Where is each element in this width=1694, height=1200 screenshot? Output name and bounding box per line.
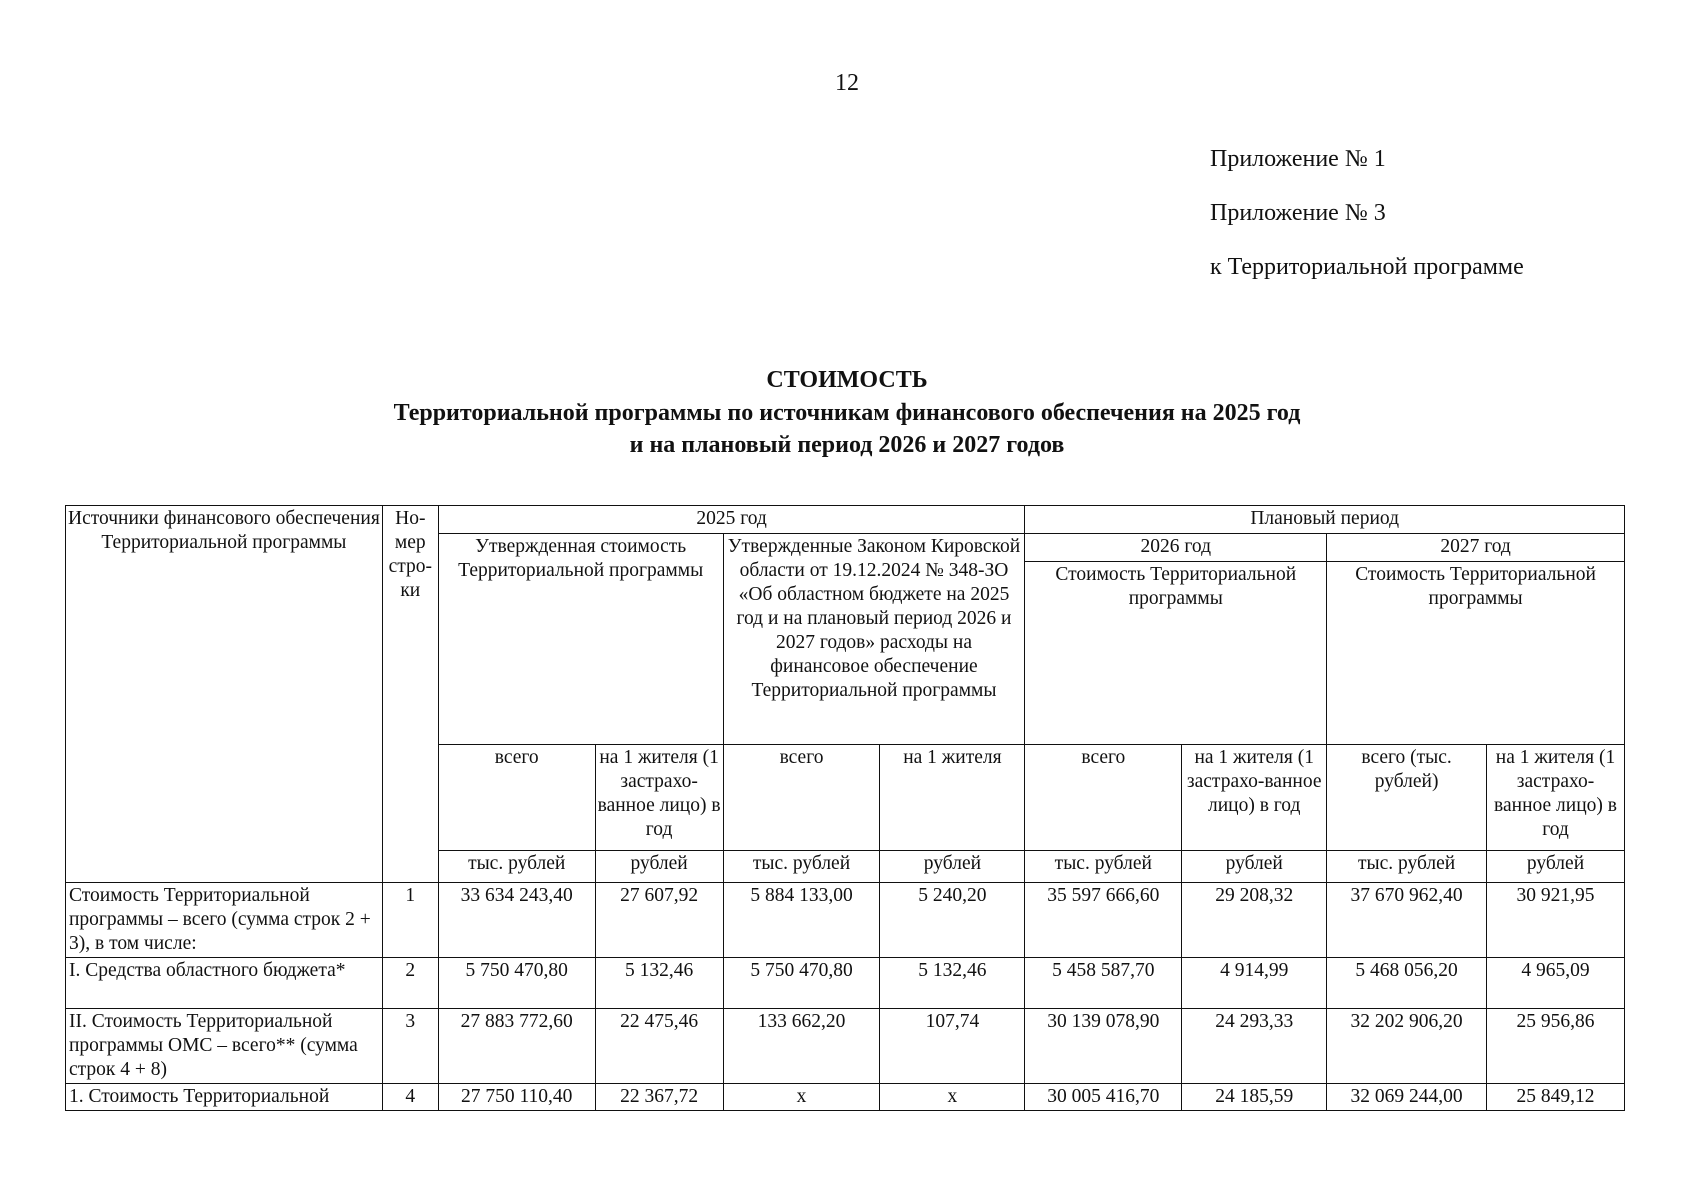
unit-thousand: тыс. рублей: [723, 851, 880, 883]
unit-rub: рублей: [880, 851, 1025, 883]
header-plan-period: Плановый период: [1025, 506, 1625, 534]
header-year-2027: 2027 год: [1327, 534, 1625, 562]
cell-law-total: 5 884 133,00: [723, 883, 880, 958]
cell-per-resident-2026: 24 293,33: [1182, 1009, 1327, 1084]
row-number: 3: [382, 1009, 438, 1084]
document-subtitle-2: и на плановый период 2026 и 2027 годов: [629, 432, 1065, 458]
header-per-resident-insured: на 1 жителя (1 застрахо-ванное лицо) в год: [1182, 745, 1327, 851]
cell-total-2025: 27 750 110,40: [438, 1084, 595, 1111]
cell-per-resident-2027: 25 956,86: [1487, 1009, 1625, 1084]
header-total: всего: [723, 745, 880, 851]
header-approved-cost: Утвержденная стоимость Территориальной программы: [438, 534, 723, 745]
header-per-resident-insured: на 1 жителя (1 застрахо-ванное лицо) в год: [1487, 745, 1625, 851]
document-title: СТОИМОСТЬ: [766, 367, 928, 393]
cell-total-2025: 33 634 243,40: [438, 883, 595, 958]
cell-per-resident-2027: 4 965,09: [1487, 958, 1625, 1009]
cell-total-2025: 27 883 772,60: [438, 1009, 595, 1084]
document-subtitle-1: Территориальной программы по источникам финансового обеспечения на 2025 год: [393, 400, 1301, 426]
cell-total-2026: 30 005 416,70: [1025, 1084, 1182, 1111]
cell-total-2027: 5 468 056,20: [1327, 958, 1487, 1009]
appendix-line-3: к Территориальной программе: [1210, 254, 1524, 280]
header-per-resident-insured: на 1 жителя (1 застрахо-ванное лицо) в год: [595, 745, 723, 851]
header-cost-2027: Стоимость Территориальной программы: [1327, 562, 1625, 745]
table-row: [66, 958, 1625, 1009]
cell-law-total: 5 750 470,80: [723, 958, 880, 1009]
cell-law-total: x: [723, 1084, 880, 1111]
header-source: Источники финансового обеспечения Территориальной программы: [66, 506, 383, 883]
cell-per-resident-2027: 25 849,12: [1487, 1084, 1625, 1111]
cell-per-resident-2025: 27 607,92: [595, 883, 723, 958]
page-number: 12: [835, 70, 859, 96]
unit-rub: рублей: [595, 851, 723, 883]
unit-rub: рублей: [1487, 851, 1625, 883]
cell-per-resident-2027: 30 921,95: [1487, 883, 1625, 958]
table-row: [66, 1084, 1625, 1111]
appendix-line-1: Приложение № 1: [1210, 146, 1386, 172]
cell-per-resident-2025: 22 475,46: [595, 1009, 723, 1084]
cell-total-2027: 37 670 962,40: [1327, 883, 1487, 958]
cell-total-2025: 5 750 470,80: [438, 958, 595, 1009]
header-total: всего: [438, 745, 595, 851]
header-year-2025: 2025 год: [438, 506, 1025, 534]
table-row: [66, 1009, 1625, 1084]
cell-law-per-resident: 5 240,20: [880, 883, 1025, 958]
row-number: 1: [382, 883, 438, 958]
cell-law-per-resident: x: [880, 1084, 1025, 1111]
row-number: 4: [382, 1084, 438, 1111]
header-row-no: Но-мер стро-ки: [382, 506, 438, 883]
row-label: I. Средства областного бюджета*: [66, 958, 383, 1009]
header-approved-law: Утвержденные Законом Кировской области от 19.12.2024 № 348-ЗО «Об областном бюджете на 2025 год и на плановый период 2026 и 2027 годов» расходы на финансовое обеспечение Территориальной программы: [723, 534, 1025, 745]
cell-per-resident-2025: 22 367,72: [595, 1084, 723, 1111]
row-number: 2: [382, 958, 438, 1009]
header-total-thousand: всего (тыс. рублей): [1327, 745, 1487, 851]
cost-table: [65, 505, 1625, 1111]
cell-total-2026: 35 597 666,60: [1025, 883, 1182, 958]
cell-law-per-resident: 5 132,46: [880, 958, 1025, 1009]
unit-rub: рублей: [1182, 851, 1327, 883]
table-row: [66, 883, 1625, 958]
header-total: всего: [1025, 745, 1182, 851]
cell-per-resident-2026: 24 185,59: [1182, 1084, 1327, 1111]
unit-thousand: тыс. рублей: [1025, 851, 1182, 883]
cell-total-2027: 32 069 244,00: [1327, 1084, 1487, 1111]
cell-per-resident-2025: 5 132,46: [595, 958, 723, 1009]
row-label: II. Стоимость Территориальной программы ОМС – всего** (сумма строк 4 + 8): [66, 1009, 383, 1084]
cell-total-2026: 30 139 078,90: [1025, 1009, 1182, 1084]
unit-thousand: тыс. рублей: [438, 851, 595, 883]
header-row-1: [66, 506, 1625, 534]
header-year-2026: 2026 год: [1025, 534, 1327, 562]
header-per-resident: на 1 жителя: [880, 745, 1025, 851]
row-label: 1. Стоимость Территориальной: [66, 1084, 383, 1111]
appendix-line-2: Приложение № 3: [1210, 200, 1386, 226]
cell-law-total: 133 662,20: [723, 1009, 880, 1084]
cell-law-per-resident: 107,74: [880, 1009, 1025, 1084]
row-label: Стоимость Территориальной программы – всего (сумма строк 2 + 3), в том числе:: [66, 883, 383, 958]
header-cost-2026: Стоимость Территориальной программы: [1025, 562, 1327, 745]
cell-per-resident-2026: 4 914,99: [1182, 958, 1327, 1009]
cell-total-2027: 32 202 906,20: [1327, 1009, 1487, 1084]
cell-total-2026: 5 458 587,70: [1025, 958, 1182, 1009]
cell-per-resident-2026: 29 208,32: [1182, 883, 1327, 958]
unit-thousand: тыс. рублей: [1327, 851, 1487, 883]
